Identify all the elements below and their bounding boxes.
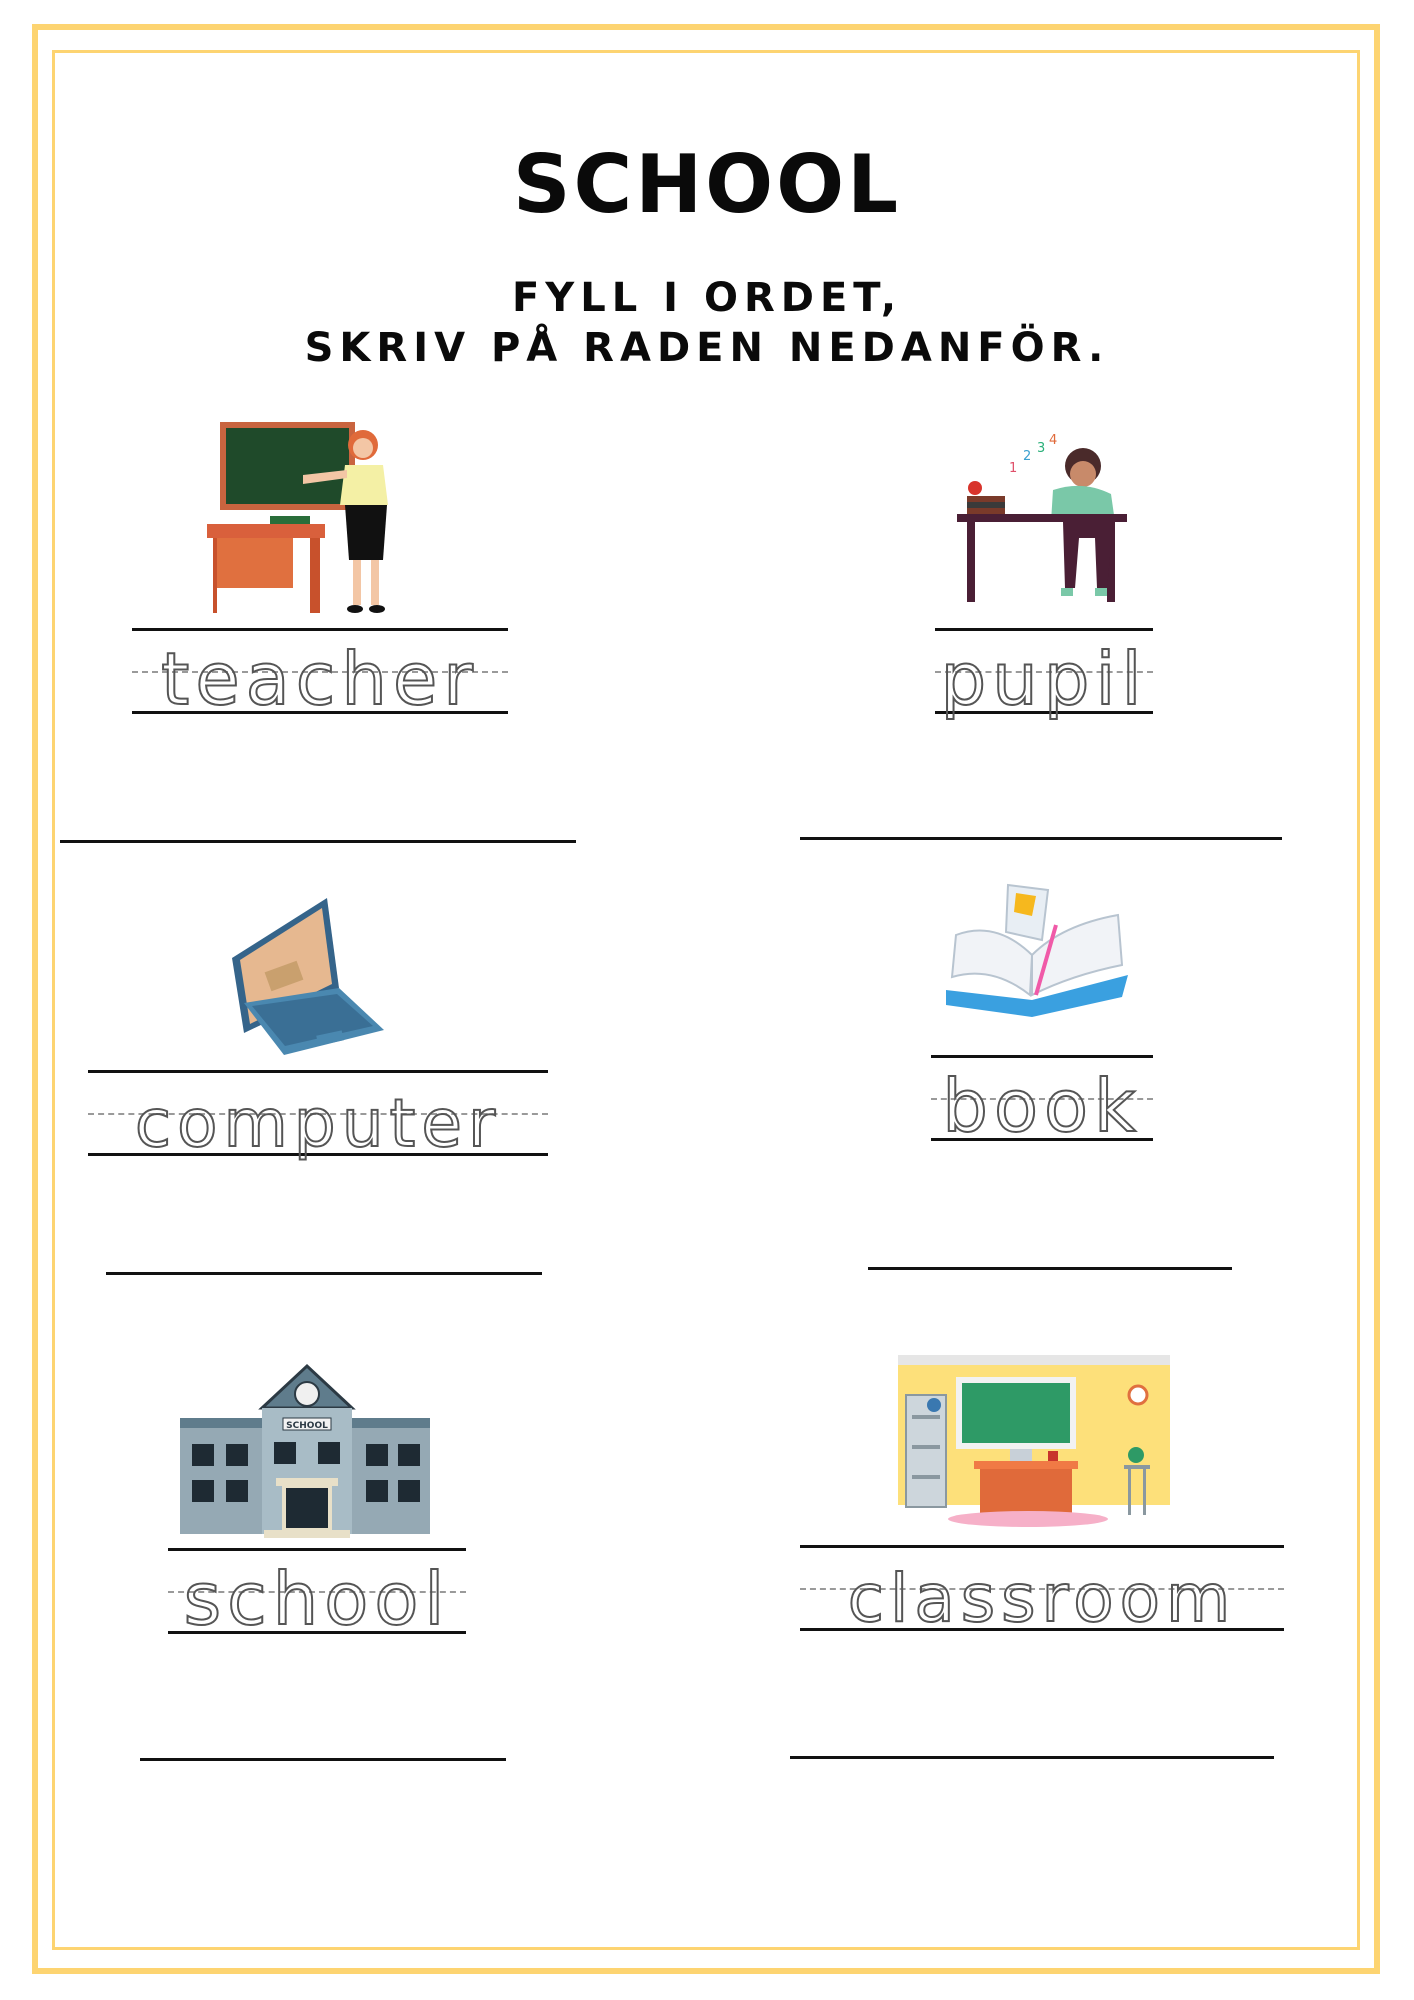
trace-word: classroom <box>847 1560 1237 1637</box>
school-building-icon <box>180 1356 430 1541</box>
classroom-icon <box>898 1355 1170 1531</box>
trace-word-box <box>935 628 1153 721</box>
trace-word-box <box>88 1070 548 1162</box>
instruction-line-2: SKRIV PÅ RADEN NEDANFÖR. <box>304 325 1110 371</box>
svg-text:1: 1 <box>1009 461 1018 476</box>
svg-text:4: 4 <box>1049 433 1058 448</box>
computer-icon <box>222 888 387 1063</box>
trace-word: pupil <box>940 637 1148 721</box>
trace-word-box <box>800 1545 1284 1637</box>
svg-text:3: 3 <box>1037 441 1046 456</box>
worksheet-title: SCHOOL <box>512 138 902 231</box>
trace-word-box <box>931 1055 1153 1148</box>
trace-word: book <box>942 1064 1142 1148</box>
answer-line[interactable] <box>790 1756 1274 1759</box>
teacher-icon <box>205 420 405 620</box>
answer-line[interactable] <box>868 1267 1232 1270</box>
trace-word: computer <box>134 1085 502 1162</box>
book-icon <box>938 875 1136 1020</box>
instruction-line-1: FYLL I ORDET, <box>511 275 903 321</box>
pupil-icon <box>945 430 1135 610</box>
answer-line[interactable] <box>800 837 1282 840</box>
trace-word-box <box>132 628 508 721</box>
trace-word-box <box>168 1548 466 1641</box>
trace-word: school <box>183 1557 451 1641</box>
svg-text:2: 2 <box>1023 449 1032 464</box>
svg-text:SCHOOL: SCHOOL <box>286 1421 328 1431</box>
answer-line[interactable] <box>140 1758 506 1761</box>
trace-word: teacher <box>161 637 479 721</box>
answer-line[interactable] <box>106 1272 542 1275</box>
answer-line[interactable] <box>60 840 576 843</box>
